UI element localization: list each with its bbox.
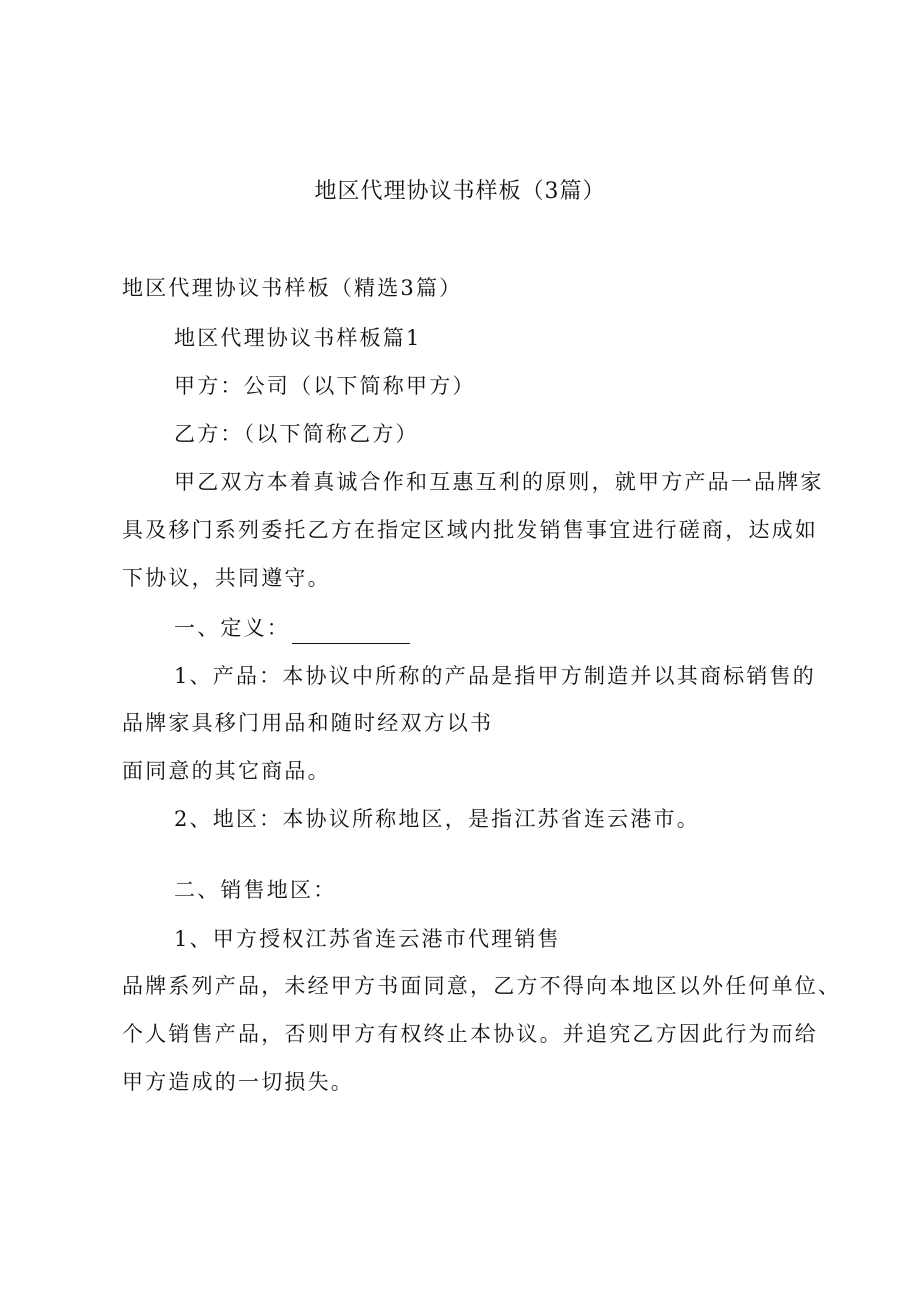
section-heading: 地区代理协议书样板篇1	[174, 326, 422, 350]
sales-area-1-line-2: 品牌系列产品，未经甲方书面同意，乙方不得向本地区以外任何单位、	[122, 974, 842, 998]
sales-area-1-line-4: 甲方造成的一切损失。	[122, 1070, 354, 1094]
definition-1-line-3: 面同意的其它商品。	[122, 759, 331, 783]
sales-area-heading: 二、销售地区：	[174, 878, 337, 902]
document-title: 地区代理协议书样板（3篇）	[314, 179, 606, 204]
definition-heading-text: 一、定义：	[174, 616, 290, 640]
sales-area-1-line-1: 1、甲方授权江苏省连云港市代理销售	[174, 927, 561, 951]
definition-1-line-2: 品牌家具移门用品和随时经双方以书	[122, 711, 494, 735]
definition-1-line-1: 1、产品：本协议中所称的产品是指甲方制造并以其商标销售的	[174, 664, 816, 688]
sales-area-1-line-3: 个人销售产品，否则甲方有权终止本协议。并追究乙方因此行为而给	[122, 1022, 818, 1046]
intro-line-3: 下协议，共同遵守。	[122, 566, 331, 590]
document-subtitle: 地区代理协议书样板（精选3篇）	[122, 276, 463, 300]
party-b: 乙方：（以下简称乙方）	[174, 422, 419, 446]
definition-heading	[174, 612, 410, 644]
fill-in-blank	[292, 621, 410, 644]
party-a: 甲方：公司（以下简称甲方）	[174, 374, 476, 398]
intro-line-1: 甲乙双方本着真诚合作和互惠互利的原则，就甲方产品一品牌家	[174, 470, 824, 494]
intro-line-2: 具及移门系列委托乙方在指定区域内批发销售事宜进行磋商，达成如	[122, 518, 818, 542]
definition-2: 2、地区：本协议所称地区，是指江苏省连云港市。	[174, 807, 700, 831]
